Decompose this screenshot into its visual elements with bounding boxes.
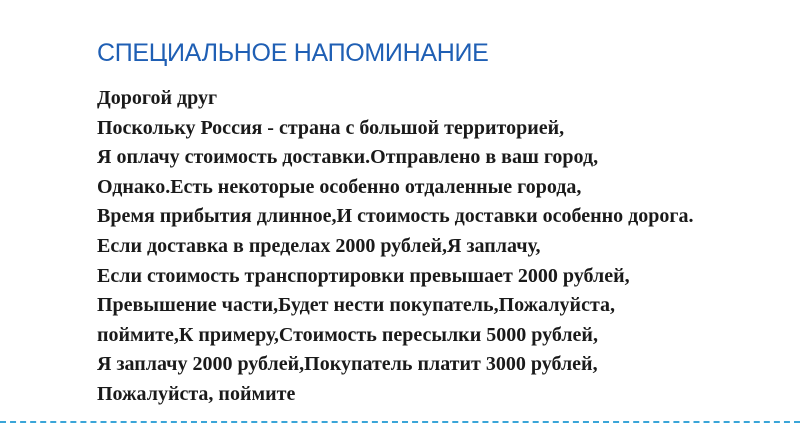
notice-line: Однако.Есть некоторые особенно отдаленные города,: [97, 175, 582, 198]
notice-title: СПЕЦИАЛЬНОЕ НАПОМИНАНИЕ: [97, 39, 489, 67]
notice-line: Если стоимость транспортировки превышает 2000 рублей,: [97, 264, 630, 287]
notice-line: Время прибытия длинное,И стоимость доставки особенно дорога.: [97, 205, 694, 228]
notice-line: Превышение части,Будет нести покупатель,Пожалуйста,: [97, 294, 616, 317]
notice-line: Дорогой друг: [97, 87, 218, 109]
notice-line: Пожалуйста, поймите: [97, 382, 296, 405]
notice-line: Я оплачу стоимость доставки.Отправлено в ваш город,: [97, 146, 599, 169]
notice-line: Поскольку Россия - страна с большой территорией,: [97, 116, 565, 139]
notice-line: поймите,К примеру,Стоимость пересылки 5000 рублей,: [97, 323, 598, 346]
notice-line: Я заплачу 2000 рублей,Покупатель платит 3000 рублей,: [97, 353, 598, 376]
dashed-divider: [0, 421, 800, 423]
notice-line: Если доставка в пределах 2000 рублей,Я заплачу,: [97, 234, 541, 257]
notice-body: [97, 84, 797, 410]
